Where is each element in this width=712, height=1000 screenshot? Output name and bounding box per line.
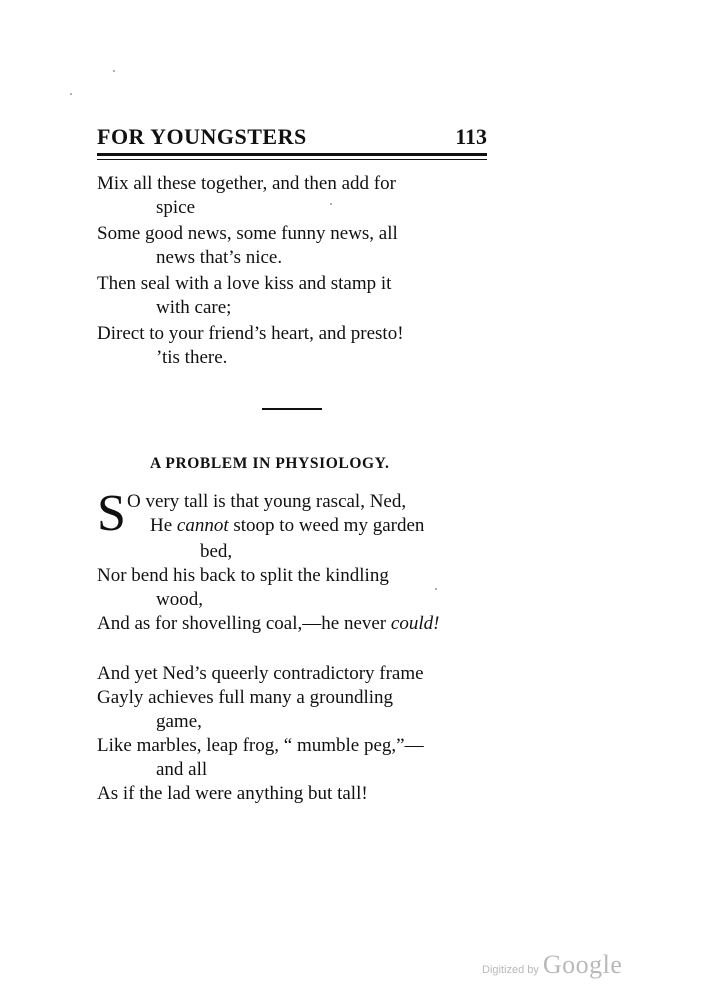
poem-line: Direct to your friend’s heart, and presto! — [97, 323, 404, 344]
poem-line: Like marbles, leap frog, “ mumble peg,”— — [97, 735, 424, 756]
poem-line — [150, 514, 424, 538]
poem-line: Nor bend his back to split the kindling — [97, 565, 389, 586]
section-separator — [262, 408, 322, 410]
drop-cap: S — [97, 485, 126, 542]
poem-line: Mix all these together, and then add for — [97, 173, 396, 194]
poem-line: And yet Ned’s queerly contradictory frame — [97, 663, 424, 684]
poem-line: bed, — [200, 541, 233, 562]
running-title: FOR YOUNGSTERS — [97, 124, 307, 149]
digitization-watermark — [482, 950, 622, 980]
emphasis-text: could! — [390, 613, 440, 634]
page-number: 113 — [455, 124, 487, 149]
paper-speck — [70, 93, 72, 95]
poem-line: news that’s nice. — [156, 247, 283, 268]
watermark-prefix: Digitized by — [482, 964, 539, 976]
poem-line: spice — [156, 197, 196, 218]
poem-line: wood, — [156, 589, 203, 610]
poem-line: Then seal with a love kiss and stamp it — [97, 273, 392, 294]
header-rule-thick — [97, 153, 487, 156]
poem-title: A PROBLEM IN PHYSIOLOGY. — [150, 455, 390, 472]
poem-line: ’tis there. — [156, 347, 228, 368]
poem-line — [97, 612, 439, 636]
poem-line: and all — [156, 759, 208, 780]
watermark-brand: Google — [542, 950, 623, 979]
poem-line-segment: And as for shovelling coal,—he never — [97, 613, 391, 634]
poem-line: O very tall is that young rascal, Ned, — [127, 491, 407, 512]
page-header — [97, 120, 487, 150]
paper-speck — [435, 588, 437, 590]
poem-line: Gayly achieves full many a groundling — [97, 687, 394, 708]
poem-line: As if the lad were anything but tall! — [97, 783, 368, 804]
paper-speck — [113, 70, 115, 72]
poem-line: with care; — [156, 297, 232, 318]
paper-speck — [330, 203, 332, 205]
poem-line-segment: stoop to weed my garden — [228, 515, 425, 536]
emphasis-text: cannot — [176, 515, 229, 536]
poem-line: game, — [156, 711, 202, 732]
header-rule-thin — [97, 159, 487, 160]
poem-line-segment: He — [150, 515, 177, 536]
poem-line: Some good news, some funny news, all — [97, 223, 398, 244]
